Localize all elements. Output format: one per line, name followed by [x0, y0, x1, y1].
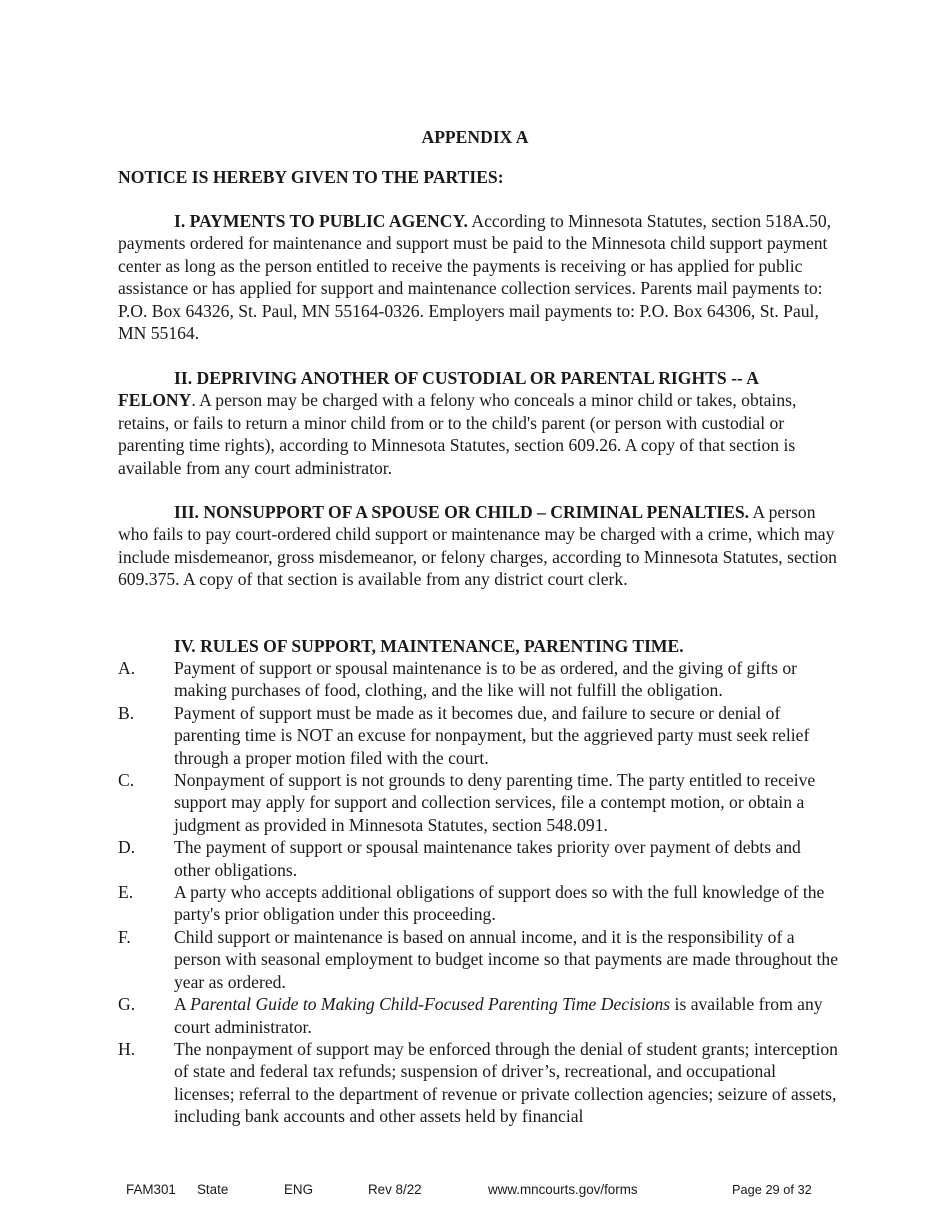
list-item-letter: H.	[118, 1038, 136, 1059]
list-item-letter: C.	[118, 770, 135, 791]
list-item	[118, 657, 840, 702]
list-item-text: Payment of support must be made as it becomes due, and failure to secure or denial of parenting time is NOT an excuse for nonpayment, but the aggrieved party must seek relief through a proper motion filed with the court.	[174, 702, 810, 768]
list-item	[118, 993, 840, 1038]
section-rules-of-support	[118, 635, 840, 657]
list-item-text: Nonpayment of support is not grounds to deny parenting time. The party entitled to receive support may apply for support and collection services, file a contempt motion, or obtain a judgment as provided in Minnesota Statutes, section 548.091.	[174, 770, 816, 835]
section-body: According to Minnesota Statutes, section 518A.50, payments ordered for maintenance and support must be paid to the Minnesota child support payment center as long as the person entitled to receive the payments is receiving or has applied for public assistance or has applied for support and maintenance collection services. Parents mail payments to: P.O. Box 64326, St. Paul, MN 55164-0326. Employers mail payments to: P.O. Box 64306, St. Paul, MN 55164.	[118, 211, 832, 344]
notice-heading: NOTICE IS HEREBY GIVEN TO THE PARTIES:	[118, 167, 504, 187]
list-item-letter: G.	[118, 994, 136, 1015]
list-item-letter: F.	[118, 926, 131, 947]
guide-title: Parental Guide to Making Child-Focused Parenting Time Decisions	[190, 994, 671, 1015]
section-body: A person who fails to pay court-ordered child support or maintenance may be charged with a crime, which may include misdemeanor, gross misdemeanor, or felony charges, according to Minnesota Statutes, section 609.375. A copy of that section is available from any district court clerk.	[118, 502, 837, 590]
list-item	[118, 1038, 840, 1128]
list-item-text: Child support or maintenance is based on annual income, and it is the responsibility of a person with seasonal employment to budget income so that payments are made throughout the year as ordered.	[174, 926, 839, 992]
section-nonsupport-criminal-penalties	[118, 501, 840, 591]
page-footer	[0, 1179, 950, 1199]
rules-list	[118, 657, 840, 1128]
footer-form-number: FAM301	[126, 1182, 176, 1197]
list-item	[118, 836, 840, 881]
list-item-letter: D.	[118, 837, 136, 858]
footer-jurisdiction: State	[197, 1182, 229, 1197]
list-item-text-post: is available from any court administrator.	[174, 994, 823, 1037]
list-item-text: Payment of support or spousal maintenance is to be as ordered, and the giving of gifts or making purchases of food, clothing, and the like will not fulfill the obligation.	[174, 658, 797, 701]
footer-language: ENG	[284, 1182, 314, 1197]
section-body: . A person may be charged with a felony who conceals a minor child or takes, obtains, retains, or fails to return a minor child from or to the child's parent (or person with custodial or parenting time rights), according to Minnesota Statutes, section 609.26. A copy of that section is available from any court administrator.	[118, 390, 797, 478]
list-item-letter: B.	[118, 702, 135, 723]
list-item	[118, 926, 840, 993]
list-item-text: The payment of support or spousal maintenance takes priority over payment of debts and other obligations.	[174, 837, 801, 880]
section-heading: I. PAYMENTS TO PUBLIC AGENCY.	[174, 211, 468, 231]
list-item-text: A party who accepts additional obligations of support does so with the full knowledge of the party's prior obligation under this proceeding.	[174, 882, 825, 925]
list-item-letter: E.	[118, 882, 134, 903]
list-item-text-pre: A	[174, 994, 191, 1015]
section-heading: III. NONSUPPORT OF A SPOUSE OR CHILD – CRIMINAL PENALTIES.	[174, 502, 750, 522]
section-payments-to-public-agency	[118, 210, 840, 344]
list-item-text: The nonpayment of support may be enforced through the denial of student grants; interception of state and federal tax refunds; suspension of driver’s, recreational, and occupational licenses; referral to the department of revenue or private collection agencies; seizure of assets, including bank accounts and other assets held by financial	[174, 1038, 838, 1127]
list-item	[118, 769, 840, 836]
list-item	[118, 702, 840, 769]
section-depriving-custodial-rights	[118, 367, 840, 479]
section-heading: II. DEPRIVING ANOTHER OF CUSTODIAL OR PARENTAL RIGHTS -- A FELONY	[118, 368, 758, 411]
footer-url: www.mncourts.gov/forms	[488, 1182, 638, 1197]
list-item	[118, 881, 840, 926]
footer-page-number: Page 29 of 32	[732, 1182, 812, 1197]
list-item-letter: A.	[118, 658, 136, 678]
page-title: APPENDIX A	[421, 127, 529, 147]
footer-revision: Rev 8/22	[368, 1182, 422, 1197]
section-heading: IV. RULES OF SUPPORT, MAINTENANCE, PARENTING TIME.	[174, 636, 684, 656]
